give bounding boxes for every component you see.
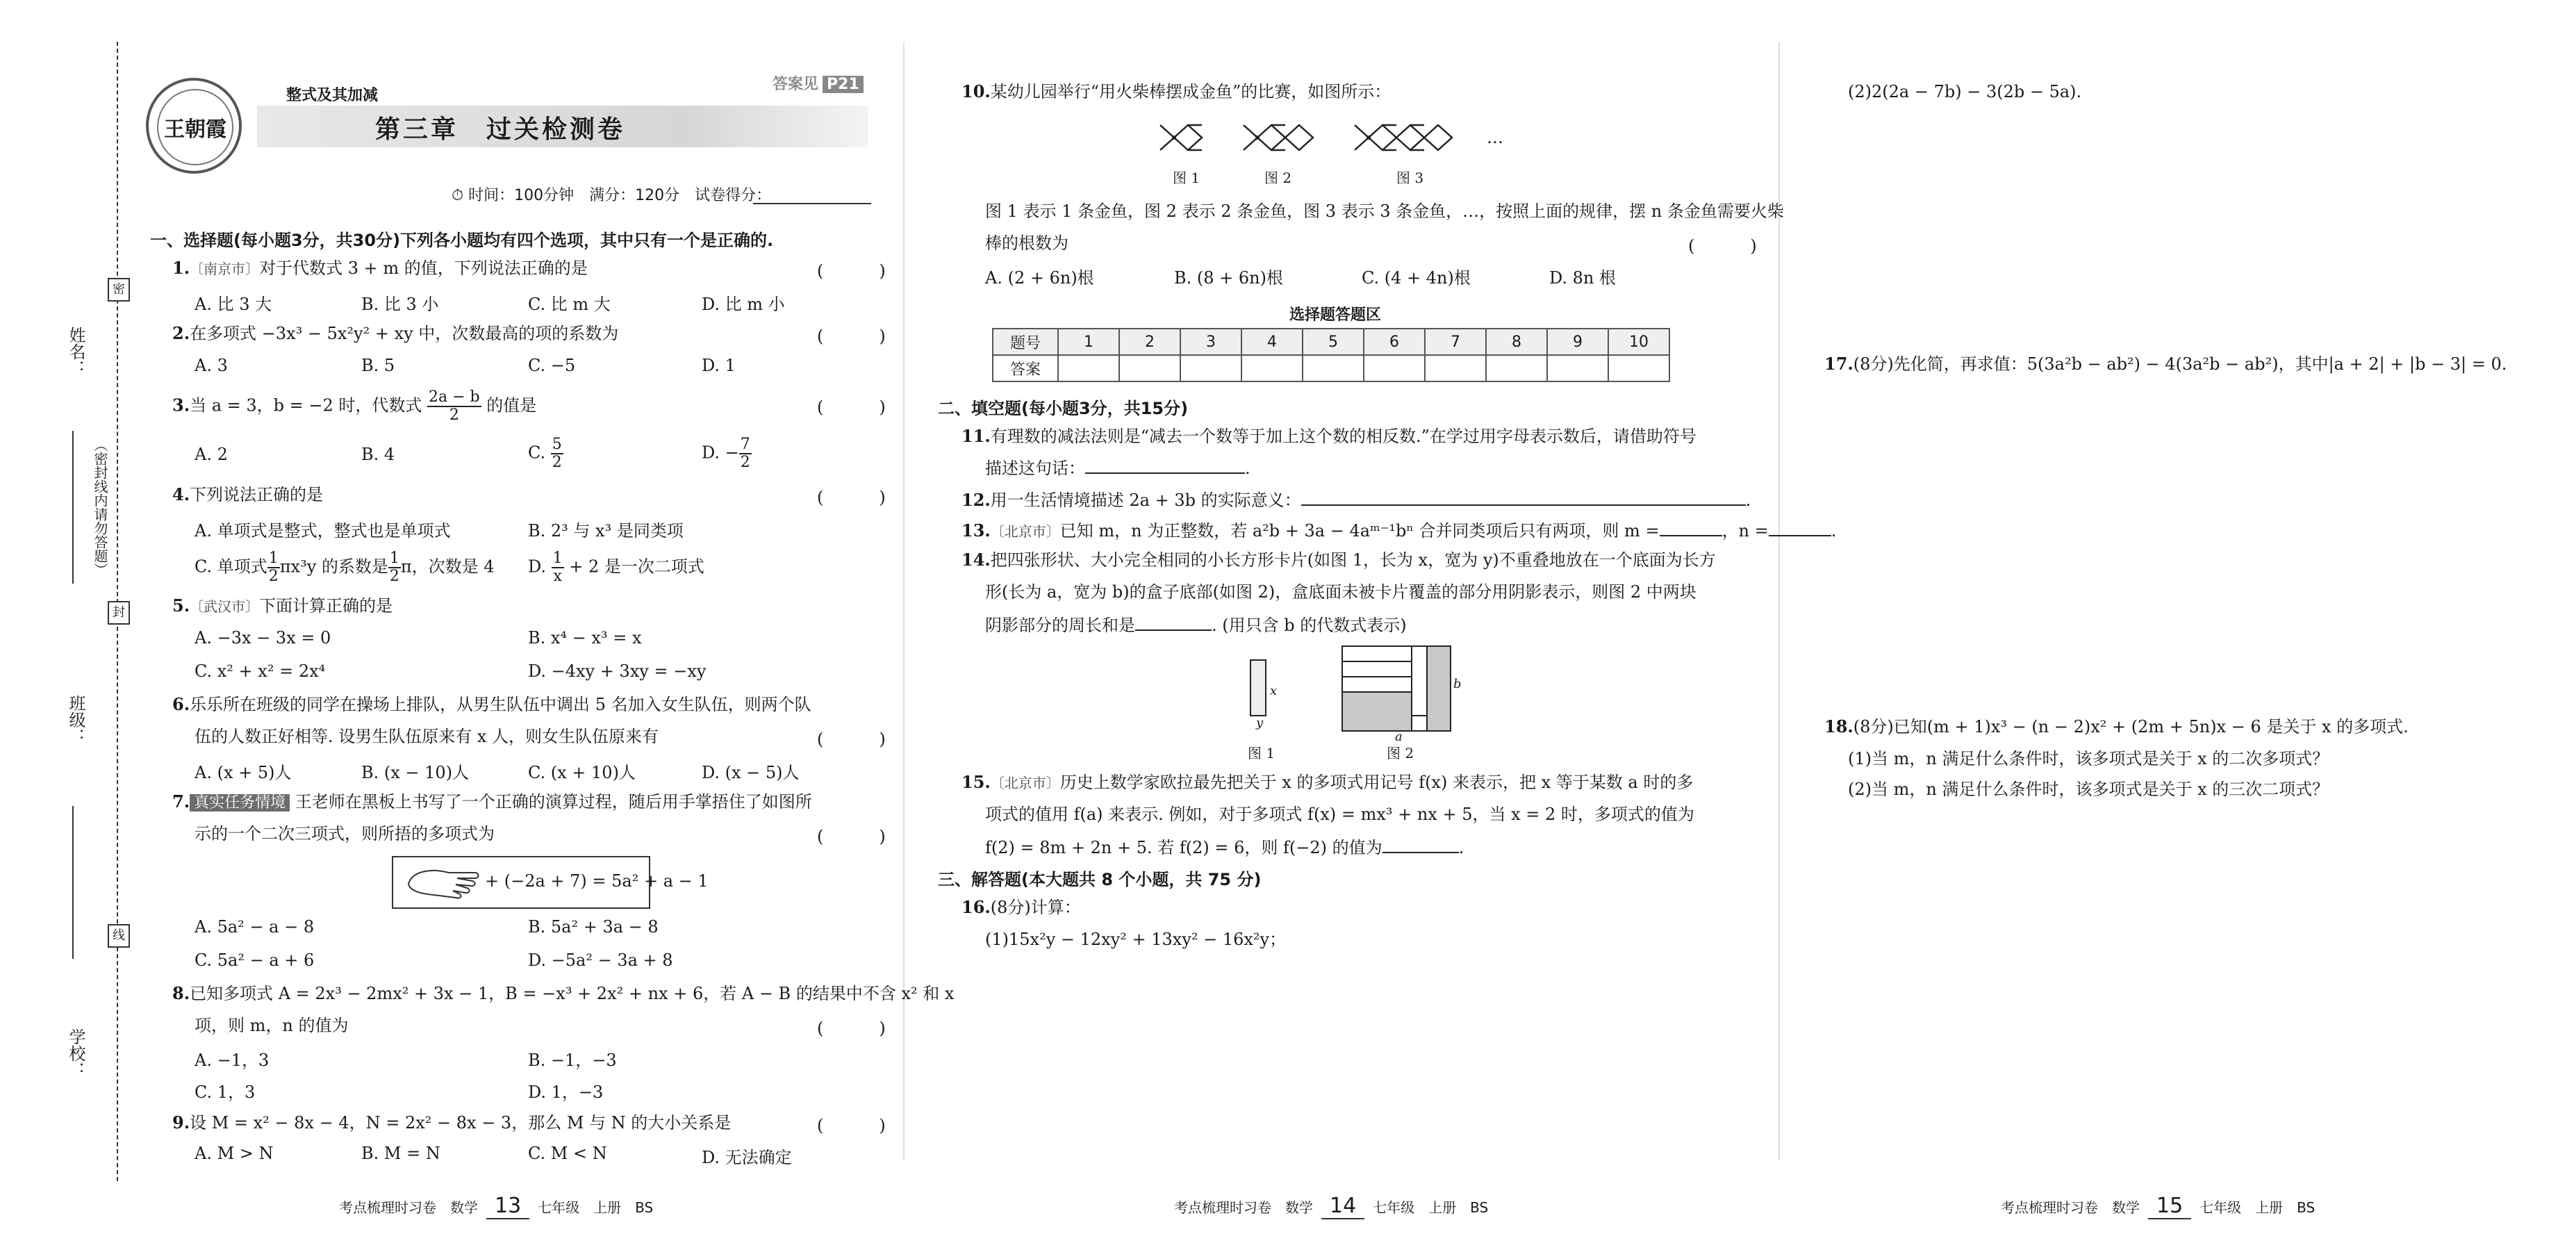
q5-opt-a[interactable]: A. −3x − 3x = 0 [195,628,331,648]
q4-d-num: 1 [552,550,563,567]
q13-text: 已知 m，n 为正整数，若 a²b + 3a − 4aᵐ⁻¹bⁿ 合并同类项后只有两项，则 m = [1059,521,1660,541]
q11-blank[interactable] [1085,456,1245,474]
q7-stem [172,791,812,814]
q13-mid: ，n = [1722,521,1769,541]
footer-grade-3: 七年级 上册 BS [2199,1199,2315,1216]
q9-opt-b[interactable]: B. M = N [361,1144,440,1163]
q8-opt-a[interactable]: A. −1，3 [195,1051,270,1070]
q4-c-num1: 1 [268,550,279,567]
q9-answer-paren[interactable]: ( ) [817,1116,905,1135]
q7-board-box [392,856,709,909]
q6-text2: 伍的人数正好相等. 设男生队伍原来有 x 人，则女生队伍原来有 [195,727,659,746]
brand-logo [146,78,242,174]
q7-text2: 示的一个二次三项式，则所捂的多项式为 [195,824,495,843]
q1-text: 对于代数式 3 + m 的值，下列说法正确的是 [259,258,588,278]
q9-opt-c[interactable]: C. M < N [528,1144,607,1163]
logo-text: 王朝霞 [157,89,233,165]
q12-text: 用一生活情境描述 2a + 3b 的实际意义： [990,491,1301,510]
q3-d-num: 7 [740,436,750,453]
q2-opt-d[interactable]: D. 1 [702,356,736,375]
q8-opt-c[interactable]: C. 1，3 [195,1083,256,1102]
q4-opt-c-1: C. 单项式 [195,557,267,577]
q3-opt-d-label: D. − [702,443,739,463]
time-info-text: 时间：100分钟 满分：120分 试卷得分： [468,187,772,204]
answer-table [992,328,1670,382]
q15-text2: 项式的值用 f(a) 来表示. 例如，对于多项式 f(x) = mx³ + nx + 5，当 x = 2 时，多项式的值为 [985,805,1694,824]
q15-text1: 历史上数学家欧拉最先把关于 x 的多项式用记号 f(x) 来表示，把 x 等于某数 a 时的多 [1059,773,1694,792]
q2-answer-paren[interactable]: ( ) [817,327,905,346]
answer-table-answer-row [993,355,1669,381]
q14-text2: 形(长为 a，宽为 b)的盒子底部(如图 2)，盒底面未被卡片覆盖的部分用阴影表示，则图 2 中两块 [985,582,1696,602]
answer-table-num-1: 1 [1058,329,1119,355]
q12-end: . [1745,491,1751,510]
q7-number: 7. [172,791,190,812]
q10-opt-d[interactable]: D. 8n 根 [1549,268,1616,288]
q16-part2-answer-area[interactable] [1848,111,2543,334]
q14-text4: . (用只含 b 的代数式表示) [1212,616,1407,635]
q17-answer-area[interactable] [1848,384,2543,689]
q18-answer-area[interactable] [1848,810,2543,1158]
q4-opt-c[interactable] [195,550,495,585]
q5-opt-b[interactable]: B. x⁴ − x³ = x [528,628,642,648]
q15-end: . [1458,838,1464,857]
q13-end: . [1831,521,1837,541]
q11-line2 [985,456,1250,479]
answer-table-header-row [993,329,1669,355]
q5-text: 下面计算正确的是 [259,596,393,616]
q10-fig1-caption: 图 1 [1173,170,1200,186]
school-label: 学校： [66,1028,85,1078]
q10-number: 10. [961,81,991,101]
q11-number: 11. [961,426,991,446]
q10-stem [961,81,1391,103]
q3-number: 3. [172,395,190,415]
q7-opt-c[interactable]: C. 5a² − a + 6 [195,950,315,970]
q2-stem [172,322,618,345]
q14-text3: 阴影部分的周长和是 [985,616,1135,635]
answer-table-num-5: 5 [1303,329,1364,355]
answer-cell-6[interactable] [1364,355,1425,381]
q10-fig3-caption: 图 3 [1396,170,1424,186]
q7-text1: 王老师在黑板上书写了一个正确的演算过程，随后用手掌捂住了如图所 [295,792,812,812]
q15-line3 [985,835,1464,859]
q4-text: 下列说法正确的是 [190,485,324,504]
q16-number: 16. [961,897,991,917]
q5-stem [172,595,393,618]
answer-cell-7[interactable] [1425,355,1486,381]
q1-opt-d[interactable]: D. 比 m 小 [702,295,785,314]
q4-stem [172,484,323,506]
q14-fig2-caption: 图 2 [1387,745,1414,762]
q9-opt-a[interactable]: A. M > N [195,1144,274,1163]
q14-blank[interactable] [1135,613,1212,631]
q14-stem [961,549,1716,571]
answer-cell-2[interactable] [1119,355,1180,381]
q13-city: 〔北京市〕 [990,523,1060,540]
seal-char-2: 封 [108,601,130,625]
q3-opt-c[interactable] [528,436,563,471]
page-number-15: 15 [2148,1194,2191,1219]
q1-opt-c[interactable]: C. 比 m 大 [528,295,611,314]
q1-opt-b[interactable]: B. 比 3 小 [361,295,439,314]
q5-number: 5. [172,595,190,616]
q4-c-den2: 2 [389,568,399,585]
q7-opt-a[interactable]: A. 5a² − a − 8 [195,917,315,937]
q10-text1: 某幼儿园举行“用火柴棒摆成金鱼”的比赛，如图所示： [990,82,1392,101]
q18-part2: (2)当 m，n 满足什么条件时，该多项式是关于 x 的三次二项式？ [1848,780,2329,799]
q8-text2: 项，则 m，n 的值为 [195,1016,349,1035]
clock-icon: ⏱ [452,187,464,204]
q11-end: . [1245,459,1250,478]
q2-opt-c[interactable]: C. −5 [528,356,576,375]
q12-number: 12. [961,490,991,510]
answer-table-num-8: 8 [1486,329,1547,355]
footer-page-14 [1174,1194,1488,1219]
q3-frac-den: 2 [449,406,459,424]
answer-cell-3[interactable] [1180,355,1241,381]
q6-opt-a[interactable]: A. (x + 5)人 [195,763,292,782]
page-number-13: 13 [486,1194,529,1219]
q13-blank-m[interactable] [1660,518,1722,536]
q3-c-den: 2 [552,454,562,471]
q4-opt-a[interactable]: A. 单项式是整式，整式也是单项式 [195,521,451,541]
q2-text: 在多项式 −3x³ − 5x²y² + xy 中，次数最高的项的系数为 [190,324,619,343]
q2-opt-b[interactable]: B. 5 [361,356,395,375]
q3-text: 当 a = 3，b = −2 时，代数式 [190,395,422,415]
footer-grade-2: 七年级 上册 BS [1373,1199,1489,1216]
footer-series-2: 考点梳理时习卷 数学 [1174,1199,1313,1216]
q17-text: (8分)先化简，再求值：5(3a²b − ab²) − 4(3a²b − ab²)，其中|a + 2| + |b − 3| = 0. [1853,354,2507,374]
q4-opt-c-frac1 [267,550,280,585]
q4-opt-d[interactable] [528,550,704,585]
answer-ref-label: 答案见 [773,76,819,93]
page-number-14: 14 [1321,1194,1364,1219]
q15-blank[interactable] [1382,835,1459,853]
answer-cell-10[interactable] [1608,355,1669,381]
q7-opt-b[interactable]: B. 5a² + 3a − 8 [528,917,659,937]
q10-text3: 棒的根数为 [985,233,1068,253]
q4-d-den: x [553,568,562,585]
q9-text: 设 M = x² − 8x − 4，N = 2x² − 8x − 3，那么 M 与 N 的大小关系是 [190,1113,732,1133]
answer-table-num-2: 2 [1119,329,1180,355]
q16-text: (8分)计算： [990,898,1081,917]
q4-opt-b[interactable]: B. 2³ 与 x³ 是同类项 [528,521,684,541]
footer-page-13 [339,1194,653,1219]
q10-ellipsis: … [1487,128,1503,147]
q9-opt-d[interactable]: D. 无法确定 [702,1148,792,1167]
q13-stem [961,518,1836,543]
q16-stem [961,896,1081,919]
q5-opt-c[interactable]: C. x² + x² = 2x⁴ [195,661,326,681]
q6-answer-paren[interactable]: ( ) [817,730,905,749]
answer-cell-1[interactable] [1058,355,1119,381]
footer-grade-1: 七年级 上册 BS [538,1199,654,1216]
q11-stem [961,425,1696,447]
q15-city: 〔北京市〕 [990,775,1060,791]
q10-text2: 图 1 表示 1 条金鱼，图 2 表示 2 条金鱼，图 3 表示 3 条金鱼，…，按照上面的规律，摆 n 条金鱼需要火柴 [985,201,1784,221]
name-field-line[interactable] [72,431,74,584]
q6-opt-c[interactable]: C. (x + 10)人 [528,763,636,782]
q3-opt-c-label: C. [528,443,546,463]
answer-table-row1-label: 题号 [993,329,1058,355]
seal-note: （密封线内请勿答题） [92,438,108,577]
q11-text1: 有理数的减法法则是“减去一个数等于加上这个数的相反数.”在学过用字母表示数后，请借助符号 [990,427,1696,446]
q8-text1: 已知多项式 A = 2x³ − 2mx² + 3x − 1，B = −x³ + 2x² + nx + 6，若 A − B 的结果中不含 x² 和 x [190,984,955,1003]
q8-answer-paren[interactable]: ( ) [817,1019,905,1038]
q13-number: 13. [961,520,991,541]
footer-series-3: 考点梳理时习卷 数学 [2001,1199,2140,1216]
q1-stem [172,257,588,280]
q6-stem [172,693,811,716]
class-label: 班级： [66,695,85,745]
q14-line3 [985,613,1407,636]
footer-page-15 [2001,1194,2315,1219]
q6-opt-b[interactable]: B. (x − 10)人 [361,763,470,782]
q14-label-y: y [1256,716,1264,730]
q12-blank[interactable] [1301,488,1746,506]
score-field[interactable] [753,203,871,204]
q5-city: 〔武汉市〕 [190,598,260,615]
q11-text2: 描述这句话： [985,459,1085,478]
q3-opt-b[interactable]: B. 4 [361,445,395,464]
name-label: 姓名： [66,327,85,377]
answer-table-num-10: 10 [1608,329,1669,355]
answer-cell-5[interactable] [1303,355,1364,381]
q10-opt-a[interactable]: A. (2 + 6n)根 [985,268,1094,288]
q5-opt-d[interactable]: D. −4xy + 3xy = −xy [528,661,707,681]
q3-fraction [427,389,481,424]
q1-city: 〔南京市〕 [190,261,260,277]
q1-opt-a[interactable]: A. 比 3 大 [195,295,272,314]
q4-c-num2: 1 [389,550,399,567]
q18-text: (8分)已知(m + 1)x³ − (n − 2)x² + (2m + 5n)x − 6 是关于 x 的多项式. [1853,717,2409,736]
q3-opt-c-frac [551,436,563,471]
q2-number: 2. [172,323,190,343]
answer-reference [773,72,864,94]
q4-opt-d-1: D. [528,557,547,577]
answer-table-title: 选择题答题区 [1289,306,1382,324]
q14-label-b: b [1453,677,1462,691]
q14-label-x: x [1270,684,1278,698]
q3-d-den: 2 [740,454,750,471]
chapter-subtitle: 整式及其加减 [286,87,379,104]
q7-board-expression: + (−2a + 7) = 5a² + a − 1 [485,871,709,891]
q3-opt-d[interactable] [702,436,752,471]
answer-table-num-9: 9 [1547,329,1608,355]
q10-fish-figures [1153,117,1542,165]
q7-answer-paren[interactable]: ( ) [817,827,905,846]
seal-char-3: 线 [108,924,130,948]
q15-stem [961,771,1693,794]
answer-cell-8[interactable] [1486,355,1547,381]
q4-opt-d-frac [552,550,564,585]
answer-table-num-6: 6 [1364,329,1425,355]
q12-stem [961,488,1751,511]
answer-cell-9[interactable] [1547,355,1608,381]
q10-opt-b[interactable]: B. (8 + 6n)根 [1174,268,1283,288]
q3-c-num: 5 [552,436,562,453]
q1-number: 1. [172,258,190,278]
q10-fig2-caption: 图 2 [1264,170,1292,186]
q1-answer-paren[interactable]: ( ) [817,261,905,281]
footer-series-1: 考点梳理时习卷 数学 [339,1199,478,1216]
section2-title: 二、填空题(每小题3分，共15分) [938,399,1189,418]
q2-opt-a[interactable]: A. 3 [195,356,228,375]
q10-opt-c[interactable]: C. (4 + 4n)根 [1362,268,1471,288]
seal-char-1: 密 [108,278,130,302]
q18-stem [1824,716,2409,738]
q8-stem [172,982,954,1005]
page-title: 第三章 过关检测卷 [375,115,626,144]
q16-part2: (2)2(2a − 7b) − 3(2b − 5a). [1848,82,2082,101]
q7-opt-d[interactable]: D. −5a² − 3a + 8 [528,950,673,970]
q10-answer-paren[interactable]: ( ) [1688,236,1776,256]
q8-number: 8. [172,983,190,1003]
q6-opt-d[interactable]: D. (x − 5)人 [702,763,800,782]
time-info [452,185,771,207]
q4-opt-d-2: + 2 是一次二项式 [569,557,704,577]
q17-number: 17. [1824,354,1853,374]
q3-stem [172,389,536,424]
answer-table-num-3: 3 [1180,329,1241,355]
q9-stem [172,1112,731,1134]
q7-tag: 真实任务情境 [190,794,290,812]
answer-cell-4[interactable] [1241,355,1303,381]
q14-number: 14. [961,550,991,570]
answer-table-num-7: 7 [1425,329,1486,355]
q4-opt-c-frac2 [388,550,401,585]
q18-number: 18. [1824,716,1853,736]
q9-number: 9. [172,1112,190,1133]
answer-table-num-4: 4 [1241,329,1303,355]
q14-text1: 把四张形状、大小完全相同的小长方形卡片(如图 1，长为 x，宽为 y)不重叠地放在一个底面为长方 [990,550,1716,570]
q18-part1: (1)当 m，n 满足什么条件时，该多项式是关于 x 的二次多项式？ [1848,749,2329,768]
q3-opt-a[interactable]: A. 2 [195,445,228,464]
q4-number: 4. [172,484,190,504]
q15-number: 15. [961,772,991,792]
q15-text3: f(2) = 8m + 2n + 5. 若 f(2) = 6，则 f(−2) 的值为 [985,838,1382,857]
q8-opt-b[interactable]: B. −1，−3 [528,1051,617,1070]
q14-fig1-caption: 图 1 [1248,745,1275,762]
q16-part1: (1)15x²y − 12xy² + 13xy² − 16x²y； [985,930,1287,949]
q3-text2: 的值是 [486,395,537,415]
class-field-line[interactable] [72,806,74,959]
answer-table-row2-label: 答案 [993,355,1058,381]
q17-stem [1824,353,2507,375]
answer-page-badge: P21 [823,76,864,93]
q3-opt-d-frac [739,436,752,471]
q4-opt-c-2: πx³y 的系数是 [279,557,388,577]
q6-number: 6. [172,694,190,714]
q4-c-den1: 2 [268,568,279,585]
q3-answer-paren[interactable]: ( ) [817,397,905,417]
q4-answer-paren[interactable]: ( ) [817,488,905,507]
hand-icon [406,863,482,902]
q4-opt-c-3: π，次数是 4 [400,557,495,577]
section1-title: 一、选择题(每小题3分，共30分)下列各小题均有四个选项，其中只有一个是正确的. [150,231,774,250]
q6-text1: 乐乐所在班级的同学在操场上排队，从男生队伍中调出 5 名加入女生队伍，则两个队 [190,695,811,714]
q3-frac-num: 2a − b [429,388,480,406]
section3-title: 三、解答题(本大题共 8 个小题，共 75 分) [938,870,1262,889]
q16-part1-answer-area[interactable] [985,959,1749,1153]
q13-blank-n[interactable] [1769,518,1831,536]
q14-label-a: a [1395,730,1403,744]
q8-opt-d[interactable]: D. 1，−3 [528,1083,604,1102]
